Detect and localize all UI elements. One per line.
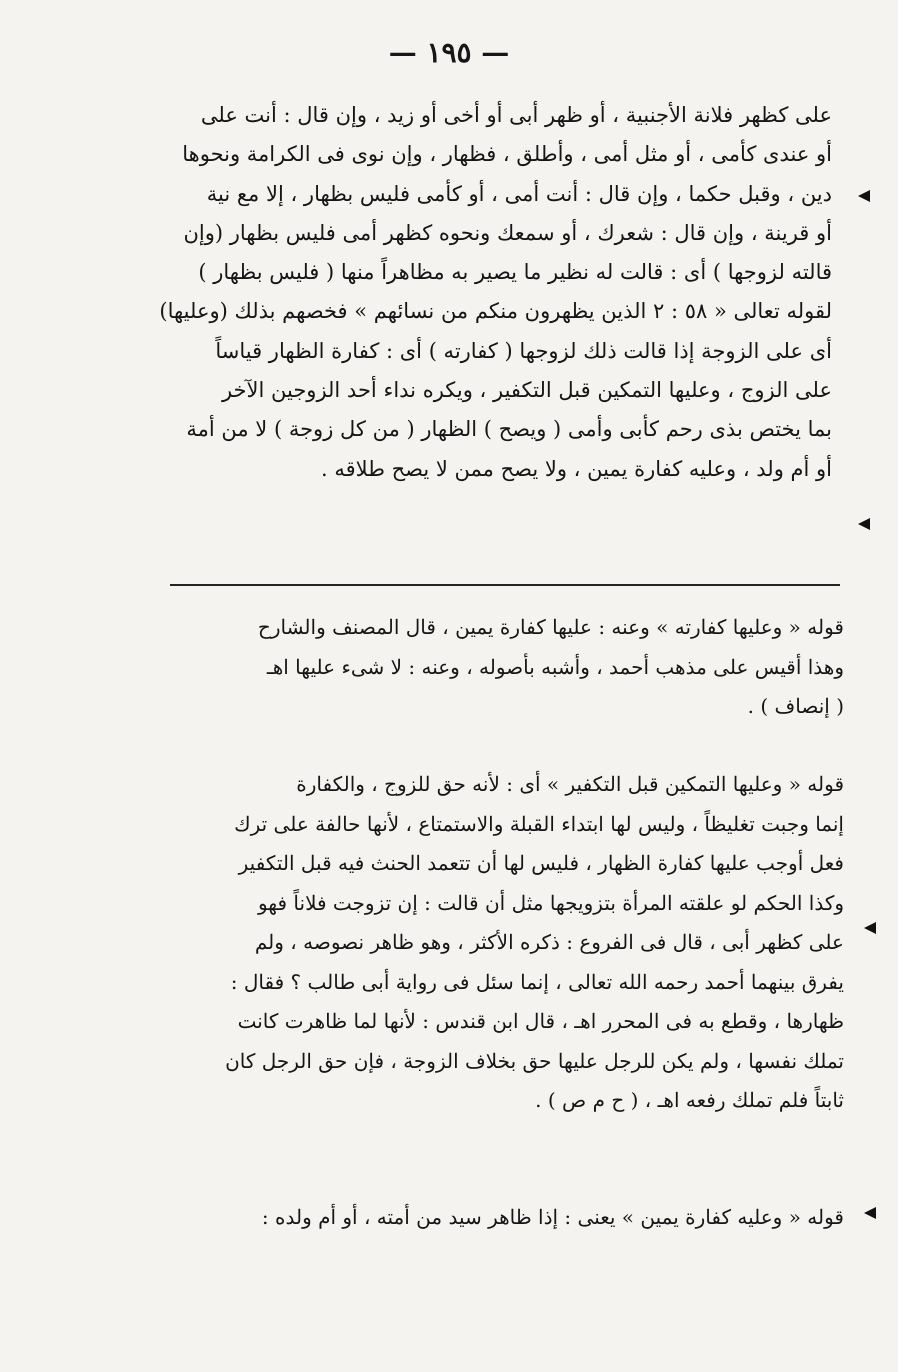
main-line: قالته لزوجها ) أى : قالت له نظير ما يصير به مظاهراً منها ( فليس بظهار ) — [198, 260, 832, 285]
main-line: أو قرينة ، وإن قال : شعرك ، أو سمعك ونحوه كظهر أمى فليس بظهار (وإن — [183, 220, 832, 245]
note-line: ظهارها ، وقطع به فى المحرر اهـ ، قال ابن قندس : لأنها لما ظاهرت كانت — [237, 1009, 844, 1033]
main-line: أى على الزوجة إذا قالت ذلك لزوجها ( كفارته ) أى : كفارة الظهار قياساً — [215, 338, 832, 363]
main-line: على كظهر فلانة الأجنبية ، أو ظهر أبى أو أخى أو زيد ، وإن قال : أنت على — [200, 103, 832, 127]
margin-marker-icon — [864, 1207, 876, 1219]
main-line: أو عندى كأمى ، أو مثل أمى ، وأطلق ، فظهار ، وإن نوى فى الكرامة ونحوها — [182, 142, 832, 167]
note-line: وكذا الحكم لو علقته المرأة بتزويجها مثل أن قالت : إن تزوجت فلاناً فهو — [257, 890, 844, 915]
page-number: — ١٩٥ — — [388, 36, 510, 69]
note-line: وهذا أقيس على مذهب أحمد ، وأشبه بأصوله ، وعنه : لا شىء عليها اهـ — [266, 654, 844, 679]
footnote-block-2 — [160, 765, 844, 1121]
main-line: لقوله تعالى « ٥٨ : ٢ الذين يظهرون منكم من نسائهم » فخصهم بذلك (وعليها) — [159, 299, 832, 324]
note-line: قوله « وعليها كفارته » وعنه : عليها كفارة يمين ، قال المصنف والشارح — [257, 615, 844, 639]
note-line: إنما وجبت تغليظاً ، وليس لها ابتداء القبلة والاستمتاع ، لأنها حالفة على ترك — [234, 811, 844, 836]
footnote-block-1 — [160, 608, 844, 727]
main-line: على الزوج ، وعليها التمكين قبل التكفير ، ويكره نداء أحد الزوجين الآخر — [221, 378, 832, 403]
margin-marker-icon — [858, 190, 870, 202]
footnote-block-3 — [160, 1198, 844, 1238]
note-line: تملك نفسها ، ولم يكن للرجل عليها حق بخلاف الزوجة ، فإن حق الرجل كان — [225, 1048, 844, 1073]
note-line: فعل أوجب عليها كفارة الظهار ، فليس لها أن تتعمد الحنث فيه قبل التكفير — [238, 851, 844, 875]
note-line: ثابتاً فلم تملك رفعه اهـ ، ( ح م ص ) . — [535, 1088, 844, 1112]
main-line: بما يختص بذى رحم كأبى وأمى ( ويصح ) الظهار ( من كل زوجة ) لا من أمة — [186, 417, 832, 442]
note-line: قوله « وعليه كفارة يمين » يعنى : إذا ظاهر سيد من أمته ، أو أم ولده : — [261, 1205, 844, 1229]
margin-marker-icon — [864, 922, 876, 934]
main-line: دين ، وقبل حكما ، وإن قال : أنت أمى ، أو كأمى فليس بظهار ، إلا مع نية — [206, 181, 832, 206]
main-text-block — [132, 96, 832, 489]
main-line: أو أم ولد ، وعليه كفارة يمين ، ولا يصح ممن لا يصح طلاقه . — [321, 456, 832, 481]
footnote-divider — [170, 584, 840, 586]
margin-marker-icon — [858, 518, 870, 530]
note-line: قوله « وعليها التمكين قبل التكفير » أى : لأنه حق للزوج ، والكفارة — [296, 772, 844, 796]
note-line: يفرق بينهما أحمد رحمه الله تعالى ، إنما سئل فى رواية أبى طالب ؟ فقال : — [230, 969, 844, 994]
note-line: ( إنصاف ) . — [747, 694, 844, 718]
note-line: على كظهر أبى ، قال فى الفروع : ذكره الأكثر ، وهو ظاهر نصوصه ، ولم — [254, 930, 844, 954]
